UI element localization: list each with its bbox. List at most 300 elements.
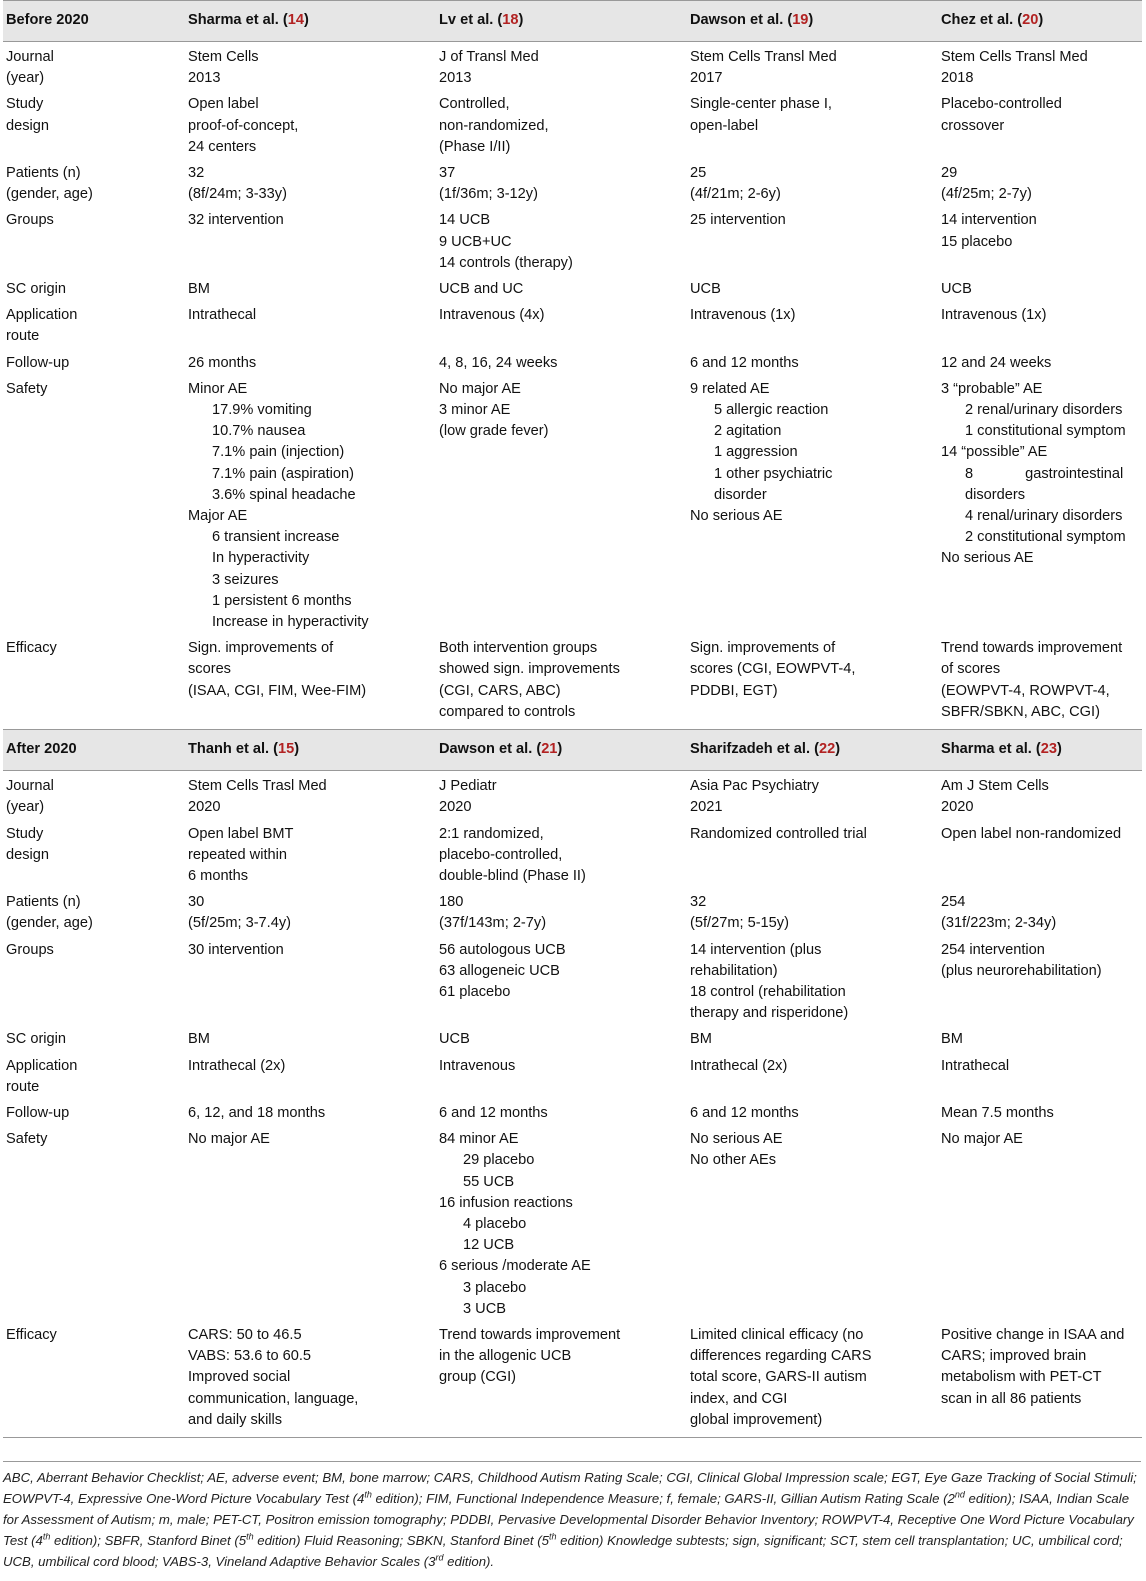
cell-line: 6, 12, and 18 months: [188, 1104, 326, 1121]
section-header-row: [3, 730, 1142, 771]
cell-line: 6 serious /moderate AE: [439, 1258, 591, 1275]
cell-line: Stem Cells Transl Med: [690, 49, 837, 65]
cell-line: Both intervention groups: [439, 640, 598, 657]
reference-link[interactable]: 15: [278, 741, 295, 758]
table-cell: [435, 1100, 686, 1126]
cell-line: crossover: [941, 117, 1005, 134]
table-cell: [184, 207, 435, 276]
table-body: [3, 1, 1142, 1438]
study-header: [937, 1, 1142, 42]
table-cell: [686, 1126, 937, 1322]
cell-line-part: gastrointestinal: [1025, 465, 1124, 482]
table-row: [3, 821, 1142, 890]
study-name: Chez et al. (: [941, 12, 1023, 29]
table-cell: [686, 771, 937, 821]
cell-line: 1 persistent 6 months: [212, 592, 352, 609]
table-cell: [937, 276, 1142, 302]
cell-line: 2021: [690, 799, 723, 816]
table-cell: [184, 771, 435, 821]
cell-line: 3 “probable” AE: [941, 380, 1043, 397]
study-header: [435, 1, 686, 42]
table-cell: [435, 376, 686, 635]
cell-line: BM: [188, 1031, 210, 1048]
cell-line: 4 placebo: [463, 1215, 527, 1232]
cell-line: Randomized controlled trial: [690, 825, 867, 842]
footnote-superscript: th: [364, 1489, 372, 1500]
cell-line: 9 related AE: [690, 380, 770, 397]
cell-line: 37: [439, 165, 456, 182]
reference-link[interactable]: 20: [1022, 12, 1039, 29]
table-cell: [937, 1053, 1142, 1100]
cell-line: UCB: [941, 281, 972, 298]
study-name: Lv et al. (: [439, 12, 503, 29]
study-header: [184, 1, 435, 42]
row-label: [3, 160, 184, 207]
row-label: [3, 1053, 184, 1100]
cell-line: No major AE: [188, 1131, 270, 1148]
table-cell: [435, 821, 686, 890]
cell-line: Trend towards improvement: [941, 640, 1123, 657]
cell-line: 4 renal/urinary disorders: [965, 508, 1123, 525]
cell-line: (8f/24m; 3-33y): [188, 186, 287, 203]
table-cell: [435, 1322, 686, 1438]
cell-line: 3 minor AE: [439, 402, 511, 419]
row-label: [3, 302, 184, 349]
row-label-line: Follow-up: [6, 1104, 70, 1121]
cell-line: BM: [188, 281, 210, 298]
cell-line: (Phase I/II): [439, 138, 511, 155]
table-row: [3, 42, 1142, 92]
row-label-line: Follow-up: [6, 354, 70, 371]
footnote-superscript: th: [42, 1531, 51, 1542]
table-cell: [184, 1100, 435, 1126]
row-label: [3, 42, 184, 92]
cell-line: rehabilitation): [690, 962, 778, 979]
table-row: [3, 1100, 1142, 1126]
row-label: [3, 91, 184, 160]
cell-line-part: 8: [965, 465, 974, 482]
cell-line: Stem Cells: [188, 49, 259, 65]
table-cell: [435, 42, 686, 92]
cell-line: 6 and 12 months: [439, 1104, 548, 1121]
study-comparison-table: [3, 0, 1142, 1438]
table-row: [3, 1126, 1142, 1322]
cell-line: 254: [941, 894, 966, 911]
cell-line: UCB: [439, 1031, 470, 1048]
cell-line: 26 months: [188, 354, 257, 371]
row-label: [3, 771, 184, 821]
cell-line: Sign. improvements of: [690, 640, 836, 657]
cell-line: J Pediatr: [439, 778, 497, 795]
row-label-line: Patients (n): [6, 165, 81, 182]
footnote-text: edition); SBFR, Stanford Binet (5: [50, 1533, 247, 1548]
cell-line: 180: [439, 894, 464, 911]
cell-line: [941, 464, 1142, 485]
cell-line: placebo-controlled,: [439, 846, 563, 863]
cell-line: No serious AE: [941, 550, 1034, 567]
cell-line: UCB and UC: [439, 281, 524, 298]
row-label-line: design: [6, 846, 50, 863]
cell-line: and daily skills: [188, 1411, 283, 1428]
table-cell: [686, 207, 937, 276]
study-name-close: ): [294, 741, 300, 758]
table-cell: [184, 1053, 435, 1100]
table-cell: [686, 1053, 937, 1100]
table-cell: [435, 889, 686, 936]
cell-line: 5 allergic reaction: [714, 402, 829, 419]
study-name-close: ): [1038, 12, 1044, 29]
table-cell: [937, 1100, 1142, 1126]
cell-line: 3 placebo: [463, 1279, 527, 1296]
table-row: [3, 276, 1142, 302]
row-label-line: Groups: [6, 212, 54, 229]
row-label: [3, 889, 184, 936]
cell-line: repeated within: [188, 846, 287, 863]
cell-line: Open label BMT: [188, 825, 294, 842]
cell-line: Intravenous: [439, 1057, 516, 1074]
cell-line: 14 “possible” AE: [941, 444, 1048, 461]
row-label-line: Patients (n): [6, 894, 81, 911]
row-label-line: Efficacy: [6, 640, 57, 657]
cell-line: 3.6% spinal headache: [212, 486, 356, 503]
cell-line: Increase in hyperactivity: [212, 614, 369, 631]
table-cell: [184, 1026, 435, 1052]
footnote-text: edition); FIM, Functional Independence Measure; f, female; GARS-II, Gillian Autism Rating Scale (2: [371, 1491, 955, 1506]
cell-line: 2020: [439, 799, 472, 816]
study-name: Sharma et al. (: [941, 741, 1041, 758]
cell-line: 1 aggression: [714, 444, 798, 461]
cell-line: 55 UCB: [463, 1173, 515, 1190]
table-cell: [686, 635, 937, 729]
cell-line: (CGI, CARS, ABC): [439, 682, 561, 699]
table-cell: [435, 1053, 686, 1100]
row-label-line: route: [6, 328, 40, 345]
footnote-text: ABC, Aberrant Behavior Checklist; AE, adverse event; BM, bone marrow; CARS, Childhood Autism Rating Scale; CGI, Clinical Global Impression scale; EGT, Eye Gaze Tracking of Social Stimuli; EOWPVT-4, Expressive One-Word Picture Vocabulary Test (4: [3, 1470, 1137, 1506]
cell-line: differences regarding CARS: [690, 1348, 872, 1365]
row-label: [3, 635, 184, 729]
cell-line: 2013: [188, 70, 221, 87]
table-cell: [435, 160, 686, 207]
cell-line: group (CGI): [439, 1369, 517, 1386]
cell-line: Asia Pac Psychiatry: [690, 778, 819, 795]
table-cell: [184, 42, 435, 92]
row-label: [3, 821, 184, 890]
row-label-line: Efficacy: [6, 1326, 57, 1343]
table-cell: [184, 889, 435, 936]
cell-line: metabolism with PET-CT: [941, 1369, 1102, 1386]
cell-line: 14 UCB: [439, 212, 491, 229]
table-row: [3, 207, 1142, 276]
cell-line: CARS: 50 to 46.5: [188, 1326, 302, 1343]
cell-line: (1f/36m; 3-12y): [439, 186, 538, 203]
cell-line: 30 intervention: [188, 941, 284, 958]
cell-line: 2013: [439, 70, 472, 87]
cell-line: 2 constitutional symptom: [965, 529, 1126, 546]
cell-line: 30: [188, 894, 205, 911]
cell-line: No serious AE: [690, 508, 783, 525]
cell-line: 29: [941, 165, 958, 182]
study-name-close: ): [518, 12, 524, 29]
cell-line: 2:1 randomized,: [439, 825, 544, 842]
cell-line: Sign. improvements of: [188, 640, 334, 657]
row-label-line: Groups: [6, 941, 54, 958]
table-cell: [686, 350, 937, 376]
cell-line: 2 renal/urinary disorders: [965, 402, 1123, 419]
table-cell: [937, 821, 1142, 890]
table-cell: [686, 1026, 937, 1052]
reference-link[interactable]: 18: [502, 12, 519, 29]
row-label: [3, 276, 184, 302]
footnote-text: edition) Knowledge subtests; sign, significant; SCT, stem cell transplantation; UC, umbilical cord; UCB, umbilical cord blood; VABS-3, Vineland Adaptive Behavior Scales (3: [3, 1533, 1123, 1569]
cell-line: open-label: [690, 117, 759, 134]
cell-line: 6 and 12 months: [690, 1104, 799, 1121]
cell-line: 29 placebo: [463, 1152, 535, 1169]
table-cell: [184, 376, 435, 635]
cell-line: 16 infusion reactions: [439, 1194, 573, 1211]
cell-line: (EOWPVT-4, ROWPVT-4,: [941, 682, 1110, 699]
cell-line: No major AE: [439, 380, 521, 397]
cell-line: scores (CGI, EOWPVT-4,: [690, 661, 856, 678]
cell-line: global improvement): [690, 1411, 823, 1428]
cell-line: J of Transl Med: [439, 49, 539, 65]
row-label: [3, 207, 184, 276]
reference-link[interactable]: 21: [541, 741, 558, 758]
row-label-line: route: [6, 1078, 40, 1095]
cell-line: 3 seizures: [212, 571, 279, 588]
cell-line: Intrathecal: [941, 1057, 1010, 1074]
study-name: Dawson et al. (: [690, 12, 793, 29]
cell-line: 1 other psychiatric: [714, 465, 833, 482]
section-header-row: [3, 1, 1142, 42]
cell-line: Improved social: [188, 1369, 291, 1386]
table-footnote: [3, 1461, 1141, 1572]
table-row: [3, 771, 1142, 821]
table-cell: [937, 771, 1142, 821]
table-cell: [686, 302, 937, 349]
cell-line: 17.9% vomiting: [212, 402, 312, 419]
cell-line: (37f/143m; 2-7y): [439, 915, 547, 932]
cell-line: Placebo-controlled: [941, 96, 1062, 113]
cell-line: 10.7% nausea: [212, 423, 306, 440]
table-row: [3, 376, 1142, 635]
table-cell: [937, 207, 1142, 276]
table-cell: [686, 1322, 937, 1438]
cell-line: 12 and 24 weeks: [941, 354, 1052, 371]
cell-line: 2018: [941, 70, 974, 87]
cell-line: 6 and 12 months: [690, 354, 799, 371]
cell-line: (31f/223m; 2-34y): [941, 915, 1057, 932]
cell-line: Intravenous (1x): [690, 307, 796, 324]
cell-line: PDDBI, EGT): [690, 682, 778, 699]
cell-line: BM: [941, 1031, 963, 1048]
cell-line: Am J Stem Cells: [941, 778, 1049, 795]
cell-line: (4f/25m; 2-7y): [941, 186, 1032, 203]
table-row: [3, 937, 1142, 1027]
cell-line: Intrathecal (2x): [690, 1057, 788, 1074]
row-label-line: Study: [6, 96, 44, 113]
cell-line: Mean 7.5 months: [941, 1104, 1054, 1121]
study-name-close: ): [304, 12, 309, 29]
cell-line: Controlled,: [439, 96, 510, 113]
cell-line: SBFR/SBKN, ABC, CGI): [941, 703, 1100, 720]
cell-line: Minor AE: [188, 380, 248, 397]
table-row: [3, 302, 1142, 349]
cell-line: scores: [188, 661, 231, 678]
footnote-text: edition) Fluid Reasoning; SBKN, Stanford Binet (5: [253, 1533, 549, 1548]
cell-line: UCB: [690, 281, 721, 298]
cell-line: showed sign. improvements: [439, 661, 620, 678]
table-row: [3, 350, 1142, 376]
study-name-close: ): [808, 12, 814, 29]
table-cell: [435, 302, 686, 349]
cell-line: 18 control (rehabilitation: [690, 983, 846, 1000]
cell-line: (4f/21m; 2-6y): [690, 186, 781, 203]
cell-line: 84 minor AE: [439, 1131, 519, 1148]
table-cell: [435, 1026, 686, 1052]
table-cell: [686, 821, 937, 890]
cell-line: Intravenous (4x): [439, 307, 545, 324]
study-header: [686, 730, 937, 771]
table-row: [3, 1053, 1142, 1100]
cell-line: index, and CGI: [690, 1390, 788, 1407]
table-cell: [937, 1026, 1142, 1052]
row-label: [3, 1322, 184, 1438]
study-name-close: ): [835, 741, 841, 758]
table-cell: [686, 376, 937, 635]
cell-line: No serious AE: [690, 1131, 783, 1148]
table-cell: [435, 91, 686, 160]
row-label: [3, 1126, 184, 1322]
cell-line: (5f/25m; 3-7.4y): [188, 915, 292, 932]
table-cell: [937, 937, 1142, 1027]
cell-line: disorder: [714, 486, 767, 503]
cell-line: 25: [690, 165, 707, 182]
cell-line: 32: [188, 165, 205, 182]
table-cell: [435, 207, 686, 276]
cell-line: In hyperactivity: [212, 550, 310, 567]
cell-line: Intrathecal (2x): [188, 1057, 286, 1074]
cell-line: 12 UCB: [463, 1237, 515, 1254]
table-row: [3, 1322, 1142, 1438]
cell-line: 7.1% pain (injection): [212, 444, 345, 461]
cell-line: Limited clinical efficacy (no: [690, 1326, 864, 1343]
table-cell: [435, 350, 686, 376]
cell-line: proof-of-concept,: [188, 117, 299, 134]
reference-link[interactable]: 22: [818, 741, 836, 758]
table-cell: [184, 302, 435, 349]
cell-line: non-randomized,: [439, 117, 549, 134]
cell-line: Open label non-randomized: [941, 825, 1122, 842]
cell-line: 2020: [941, 799, 974, 816]
study-name-close: ): [557, 741, 563, 758]
cell-line: 63 allogeneic UCB: [439, 962, 560, 979]
cell-line: Stem Cells Trasl Med: [188, 778, 327, 795]
table-cell: [435, 276, 686, 302]
reference-link[interactable]: 19: [792, 12, 809, 29]
cell-line: 4, 8, 16, 24 weeks: [439, 354, 558, 371]
study-name: Dawson et al. (: [439, 741, 542, 758]
table-row: [3, 91, 1142, 160]
table-cell: [686, 160, 937, 207]
cell-line: compared to controls: [439, 703, 576, 720]
study-name: Sharma et al. (: [188, 12, 288, 29]
table-cell: [937, 42, 1142, 92]
cell-line: 7.1% pain (aspiration): [212, 465, 354, 482]
reference-link[interactable]: 14: [287, 12, 304, 29]
cell-line: 2017: [690, 70, 723, 87]
table-cell: [937, 1322, 1142, 1438]
table-cell: [937, 350, 1142, 376]
table-cell: [937, 302, 1142, 349]
footnote-text: edition).: [443, 1554, 495, 1569]
study-header: [184, 730, 435, 771]
cell-line: 1 constitutional symptom: [965, 423, 1126, 440]
row-label-line: (year): [6, 799, 45, 816]
study-name-close: ): [1057, 741, 1062, 758]
row-label-line: (gender, age): [6, 915, 93, 932]
row-label: [3, 937, 184, 1027]
table-cell: [435, 771, 686, 821]
table-row: [3, 635, 1142, 729]
table-cell: [184, 821, 435, 890]
cell-line: 9 UCB+UC: [439, 233, 512, 250]
table-cell: [686, 276, 937, 302]
study-name: Thanh et al. (: [188, 741, 278, 758]
cell-line: therapy and risperidone): [690, 1005, 849, 1022]
cell-line: Major AE: [188, 508, 248, 525]
table-cell: [184, 635, 435, 729]
cell-line: total score, GARS-II autism: [690, 1369, 867, 1386]
cell-line: 32: [690, 894, 707, 911]
cell-line: 14 controls (therapy): [439, 254, 573, 271]
cell-line: in the allogenic UCB: [439, 1348, 572, 1365]
footnote-superscript: rd: [435, 1552, 444, 1563]
row-label-line: Safety: [6, 380, 48, 397]
cell-line: 6 months: [188, 867, 249, 884]
table-row: [3, 1026, 1142, 1052]
cell-line: 24 centers: [188, 138, 257, 155]
cell-line: VABS: 53.6 to 60.5: [188, 1348, 312, 1365]
cell-line: 32 intervention: [188, 212, 284, 229]
cell-line: scan in all 86 patients: [941, 1390, 1082, 1407]
cell-line: 14 intervention (plus: [690, 941, 822, 958]
cell-line: 2020: [188, 799, 221, 816]
cell-line: CARS; improved brain: [941, 1348, 1087, 1365]
cell-line: 254 intervention: [941, 941, 1045, 958]
row-label: [3, 1100, 184, 1126]
cell-line: 56 autologous UCB: [439, 941, 566, 958]
row-label: [3, 376, 184, 635]
row-label-line: Application: [6, 1057, 78, 1074]
cell-line: 15 placebo: [941, 233, 1013, 250]
table-cell: [937, 1126, 1142, 1322]
table-row: [3, 889, 1142, 936]
cell-line: No major AE: [941, 1131, 1023, 1148]
table-cell: [937, 889, 1142, 936]
table-cell: [184, 276, 435, 302]
table-cell: [435, 1126, 686, 1322]
row-label-line: SC origin: [6, 1031, 67, 1048]
section-label: After 2020: [3, 730, 184, 771]
table-cell: [937, 91, 1142, 160]
cell-line: Intrathecal: [188, 307, 257, 324]
row-label-line: Study: [6, 825, 44, 842]
row-label-line: Journal: [6, 49, 54, 65]
reference-link[interactable]: 23: [1040, 741, 1057, 758]
footnote-superscript: th: [246, 1531, 254, 1542]
table-cell: [937, 376, 1142, 635]
cell-line: Open label: [188, 96, 259, 113]
